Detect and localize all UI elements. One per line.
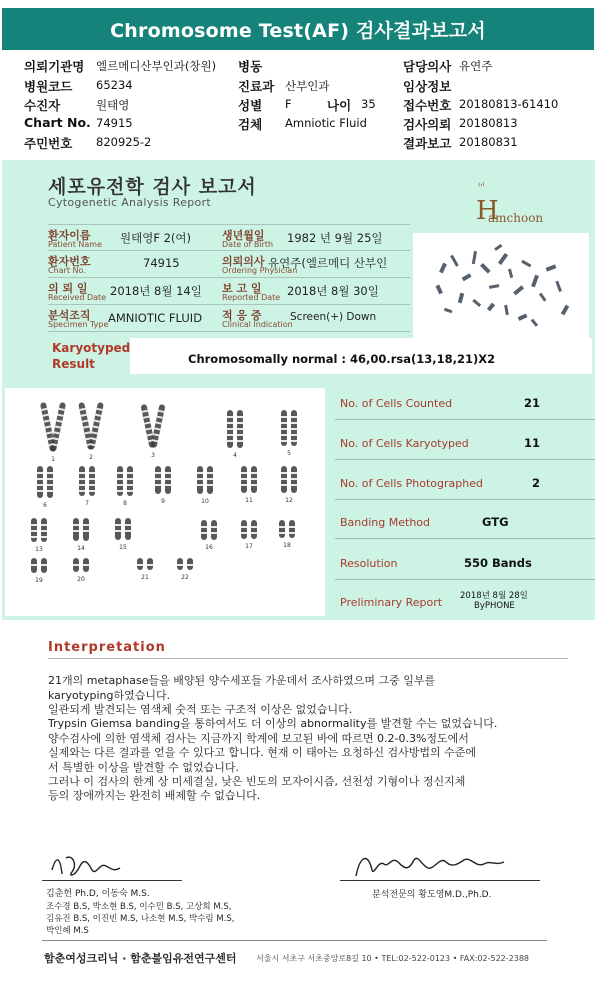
chromosome bbox=[125, 518, 131, 540]
chromosome-band bbox=[227, 416, 233, 418]
chromosome-pair bbox=[241, 520, 257, 539]
stat-value: 2 bbox=[532, 476, 541, 490]
chromosome-pair bbox=[31, 518, 47, 542]
chromosome-pair bbox=[279, 520, 295, 538]
reported-value: 2018년 8월 30일 bbox=[287, 284, 379, 298]
chromosome-band bbox=[197, 484, 203, 486]
karyotyped-label-line2: Result bbox=[52, 357, 95, 371]
chromosome-number: 9 bbox=[161, 498, 165, 505]
metaphase-image bbox=[413, 233, 589, 338]
chromosome-band bbox=[291, 440, 297, 442]
interpretation-line: Trypsin Giemsa banding을 통하여서도 더 이상의 abnormality를 발견할 수는 없었습니다. bbox=[48, 717, 498, 730]
chromosome-number: 19 bbox=[35, 577, 43, 584]
chromosome bbox=[211, 520, 217, 540]
chromosome bbox=[150, 404, 165, 448]
chromosome-number: 4 bbox=[233, 452, 237, 459]
chromosome-band bbox=[227, 434, 233, 436]
signature-left-name: 김춘헌 Ph.D, 이동숙 M.S. bbox=[46, 889, 150, 899]
stat-value-2: ByPHONE bbox=[474, 601, 515, 611]
stat-divider bbox=[335, 579, 595, 580]
footer-divider bbox=[42, 940, 547, 941]
divider bbox=[48, 277, 410, 278]
chromosome-pair bbox=[281, 466, 297, 493]
chromosome-number: 10 bbox=[201, 498, 209, 505]
interpretation-line: 등의 장애까지는 완전히 배제할 수 없습니다. bbox=[48, 789, 261, 802]
interpretation-line: 그러나 이 검사의 한계 상 미세결실, 낮은 빈도의 모자이시즘, 선천성 기형이나 정신지체 bbox=[48, 775, 466, 788]
report-title: Chromosome Test(AF) 검사결과보고서 bbox=[2, 8, 594, 50]
specimen-en-panel: Specimen Type bbox=[48, 320, 109, 329]
stat-value: 550 Bands bbox=[464, 556, 532, 570]
patient-name-label: 환자이름 bbox=[48, 229, 91, 242]
chromosome-band bbox=[155, 484, 161, 486]
chromosome-number: 8 bbox=[123, 500, 127, 507]
dept-label: 진료과 bbox=[238, 79, 275, 94]
stat-label: No. of Cells Karyotyped bbox=[340, 437, 469, 450]
chromosome bbox=[251, 520, 257, 539]
chromosome-band bbox=[79, 478, 85, 480]
chromosome-band bbox=[47, 490, 53, 492]
chromosome-pair bbox=[197, 466, 213, 494]
chromosome-pair bbox=[140, 404, 165, 448]
physician-value: 유연주(엘르메디 산부인 bbox=[268, 256, 388, 270]
chromosome bbox=[201, 520, 207, 540]
reqdate-label: 검사의뢰 bbox=[403, 117, 452, 132]
chromosome-band bbox=[37, 472, 43, 474]
chromosome-pair bbox=[201, 520, 217, 540]
staff-line-3: 박인혜 M.S bbox=[46, 926, 89, 936]
doctor-label: 담당의사 bbox=[403, 59, 452, 74]
interpretation-line: 일관되게 발견되는 염색체 숫적 또는 구조적 이상은 없었습니다. bbox=[48, 703, 353, 716]
chromosome-band bbox=[73, 564, 79, 566]
chromosome-band bbox=[41, 536, 47, 538]
chromosome-band bbox=[47, 478, 53, 480]
chromosome-band bbox=[31, 530, 37, 532]
chromosome-band bbox=[137, 564, 143, 566]
chromosome-band bbox=[197, 478, 203, 480]
chromosome-band bbox=[83, 524, 89, 526]
specimen-label-panel: 분석조직 bbox=[48, 309, 91, 322]
patient-label: 수진자 bbox=[24, 98, 61, 113]
chromosome-band bbox=[289, 526, 295, 528]
chromosome-band bbox=[165, 478, 171, 480]
stat-label: No. of Cells Photographed bbox=[340, 477, 483, 490]
karyotyped-label bbox=[52, 340, 130, 372]
chromosome bbox=[279, 520, 285, 538]
chromosome-number: 14 bbox=[77, 545, 85, 552]
signature-line-right bbox=[340, 880, 540, 881]
chromosome-band bbox=[147, 564, 153, 566]
chromosome-band bbox=[279, 526, 285, 528]
chromosome bbox=[83, 518, 89, 541]
stat-label: Preliminary Report bbox=[340, 596, 443, 609]
chromosome-band bbox=[241, 478, 247, 480]
chromosome-band bbox=[207, 478, 213, 480]
signature-left bbox=[48, 848, 128, 884]
chromosome-band bbox=[291, 422, 297, 424]
chromosome-band bbox=[47, 472, 53, 474]
chromosome-band bbox=[281, 416, 287, 418]
dob-label: 생년월일 bbox=[222, 229, 265, 242]
specimen-value: Amniotic Fluid bbox=[285, 116, 367, 130]
chromosome-number: 18 bbox=[283, 542, 291, 549]
chromosome bbox=[73, 518, 79, 541]
chromosome-band bbox=[237, 422, 243, 424]
chromosome-band bbox=[117, 472, 123, 474]
stat-divider bbox=[335, 419, 595, 420]
chromosome-band bbox=[37, 490, 43, 492]
chromosome-band bbox=[155, 472, 161, 474]
specimen-value-panel: AMNIOTIC FLUID bbox=[108, 311, 203, 325]
stat-value: 11 bbox=[524, 436, 541, 450]
chromosome-band bbox=[281, 422, 287, 424]
chromosome-band bbox=[83, 530, 89, 532]
chromosome-band bbox=[41, 530, 47, 532]
chromosome-band bbox=[291, 478, 297, 480]
chromosome-pair bbox=[40, 402, 66, 452]
interpretation-line: 서 특별한 이상을 발견할 수 없었습니다. bbox=[48, 761, 239, 774]
chromosome-band bbox=[241, 472, 247, 474]
interpretation-line: 21개의 metaphase들을 배양된 양수세포들 가운데서 조사하였으며 그중 일부를 bbox=[48, 674, 436, 687]
dob-en: Date of Birth bbox=[222, 240, 274, 249]
hospcode-label: 병원코드 bbox=[24, 79, 73, 94]
stat-value: 21 bbox=[524, 396, 541, 410]
chromosome-number: 1 bbox=[51, 456, 55, 463]
chromosome-pair bbox=[79, 466, 95, 496]
chromosome-band bbox=[201, 532, 207, 534]
panel-title: 세포유전학 검사 보고서 bbox=[48, 176, 257, 198]
divider bbox=[48, 250, 410, 251]
hospcode-value: 65234 bbox=[96, 78, 133, 92]
chromosome-band bbox=[37, 478, 43, 480]
chart-value: 74915 bbox=[96, 116, 133, 130]
chromosome-band bbox=[241, 484, 247, 486]
chromosome-band bbox=[47, 484, 53, 486]
stat-divider bbox=[335, 499, 595, 500]
chromosome-band bbox=[125, 530, 131, 532]
stat-value: GTG bbox=[482, 515, 509, 529]
chromosome-number: 7 bbox=[85, 500, 89, 507]
chromosome-band bbox=[89, 484, 95, 486]
chromosome bbox=[115, 518, 121, 540]
chromosome-band bbox=[281, 440, 287, 442]
chromosome-band bbox=[251, 526, 257, 528]
chromosome-pair bbox=[37, 466, 53, 498]
chromosome-band bbox=[89, 478, 95, 480]
signature-right-name: 분석전문의 황도영M.D.,Ph.D. bbox=[372, 890, 492, 900]
chromosome-band bbox=[89, 472, 95, 474]
chromosome-band bbox=[165, 484, 171, 486]
chromosome-pair bbox=[31, 558, 47, 573]
interpretation-line: 실제와는 다른 결과를 얻을 수 있다고 합니다. 현재 이 태아는 요청하신 검사방법의 수준에 bbox=[48, 746, 476, 759]
chromosome-band bbox=[187, 564, 193, 566]
chromosome-band bbox=[31, 564, 37, 566]
received-label: 의 뢰 일 bbox=[48, 282, 88, 295]
chromosome-band bbox=[31, 524, 37, 526]
reported-en: Reported Date bbox=[222, 293, 281, 302]
chromosome-band bbox=[207, 472, 213, 474]
chromosome-number: 22 bbox=[181, 574, 189, 581]
stat-divider bbox=[335, 538, 595, 539]
chromosome-band bbox=[207, 484, 213, 486]
karyotype-chart bbox=[5, 388, 325, 616]
stat-value: 2018년 8월 28일 bbox=[460, 591, 528, 601]
chromosome-band bbox=[211, 532, 217, 534]
chromosome-number: 15 bbox=[119, 544, 127, 551]
interpretation-title: Interpretation bbox=[48, 640, 166, 655]
chromosome-band bbox=[115, 530, 121, 532]
chromosome-band bbox=[117, 490, 123, 492]
chromosome-pair bbox=[73, 558, 89, 572]
chromosome-band bbox=[117, 484, 123, 486]
chromosome-pair bbox=[155, 466, 171, 494]
reported-label: 보 고 일 bbox=[222, 282, 262, 295]
patient-value: 원태영 bbox=[96, 98, 130, 112]
chromosome-number: 20 bbox=[77, 576, 85, 583]
chromosome-pair bbox=[281, 410, 297, 446]
divider bbox=[48, 224, 410, 225]
chromosome-band bbox=[83, 564, 89, 566]
karyotype-image bbox=[5, 388, 325, 616]
karyotyped-label-line1: Karyotyped bbox=[52, 341, 131, 355]
signature-line-left bbox=[42, 880, 182, 881]
chromosome-band bbox=[37, 484, 43, 486]
chromosome-pair bbox=[137, 558, 153, 570]
footer-address: 서울시 서초구 서초중앙로8길 10 • TEL:02-522-0123 • FAX:02-522-2388 bbox=[256, 954, 530, 963]
chromosome-band bbox=[279, 532, 285, 534]
chromosome-band bbox=[155, 478, 161, 480]
chromosome-band bbox=[79, 484, 85, 486]
specimen-label: 검체 bbox=[238, 117, 263, 132]
chromosome-band bbox=[291, 472, 297, 474]
chromosome-number: 6 bbox=[43, 502, 47, 509]
chromosome-band bbox=[197, 472, 203, 474]
logo-text: amchoon bbox=[488, 211, 544, 225]
stat-divider bbox=[335, 459, 595, 460]
dob-value: 1982 년 9월 25일 bbox=[287, 231, 383, 245]
chromosome-band bbox=[211, 526, 217, 528]
ward-label: 병동 bbox=[238, 59, 263, 74]
chromosome-band bbox=[281, 434, 287, 436]
chromosome-band bbox=[237, 416, 243, 418]
chromosome-band bbox=[291, 428, 297, 430]
chromosome-number: 16 bbox=[205, 544, 213, 551]
received-en: Received Date bbox=[48, 293, 107, 302]
chromosome-number: 21 bbox=[141, 574, 149, 581]
chromosome-band bbox=[127, 472, 133, 474]
chromosome-band bbox=[237, 428, 243, 430]
logo-letter: H bbox=[476, 196, 499, 226]
chromosome-band bbox=[289, 532, 295, 534]
chromosome-band bbox=[237, 434, 243, 436]
chromosome-band bbox=[79, 472, 85, 474]
logo-icon bbox=[476, 182, 506, 196]
stat-label: No. of Cells Counted bbox=[340, 397, 453, 410]
reqdate-value: 20180813 bbox=[459, 116, 518, 130]
chromosome-pair bbox=[73, 518, 89, 541]
chromosome-band bbox=[41, 564, 47, 566]
chromosome bbox=[241, 520, 247, 539]
chromosome-band bbox=[227, 440, 233, 442]
divider bbox=[48, 331, 410, 332]
chromosome-band bbox=[115, 524, 121, 526]
report-label: 결과보고 bbox=[403, 136, 452, 151]
chromosome-band bbox=[73, 530, 79, 532]
stat-label: Banding Method bbox=[340, 516, 431, 529]
chromosome-band bbox=[251, 484, 257, 486]
divider bbox=[48, 304, 410, 305]
chromosome-number: 11 bbox=[245, 497, 253, 504]
chromosome-band bbox=[281, 472, 287, 474]
chromosome-band bbox=[31, 536, 37, 538]
chart-label-panel: 환자번호 bbox=[48, 255, 91, 268]
staff-line-1: 조수경 B.S, 박소현 B.S, 이수민 B.S, 고상희 M.S, bbox=[46, 902, 232, 912]
chromosome-band bbox=[241, 526, 247, 528]
karyotype-result: Chromosomally normal : 46,00.rsa(13,18,21)X2 bbox=[188, 352, 496, 366]
chromosome-band bbox=[281, 428, 287, 430]
chromosome-band bbox=[227, 422, 233, 424]
chromosome-band bbox=[281, 484, 287, 486]
chromosome bbox=[289, 520, 295, 538]
physician-label: 의뢰의사 bbox=[222, 255, 265, 268]
chromosome-band bbox=[251, 472, 257, 474]
sex-label: 성별 bbox=[238, 98, 263, 113]
divider bbox=[48, 658, 568, 659]
chromosome-band bbox=[89, 490, 95, 492]
chromosome-band bbox=[251, 532, 257, 534]
received-value: 2018년 8월 14일 bbox=[110, 284, 202, 298]
chromosome-number: 2 bbox=[89, 454, 93, 461]
staff-line-2: 김유진 B.S, 이진빈 M.S, 나소현 M.S, 박수림 M.S, bbox=[46, 914, 235, 924]
chromosome-band bbox=[291, 434, 297, 436]
chromosome-number: 3 bbox=[151, 452, 155, 459]
sex-value: F bbox=[285, 97, 292, 111]
interpretation-line: 양수검사에 의한 염색체 검사는 지금까지 학계에 보고된 바에 따르면 0.2-0.3%정도에서 bbox=[48, 732, 469, 745]
hospital-label: 의뢰기관명 bbox=[24, 59, 85, 74]
chromosome-number: 17 bbox=[245, 543, 253, 550]
age-value: 35 bbox=[361, 97, 376, 111]
chromosome-band bbox=[281, 478, 287, 480]
dept-value: 산부인과 bbox=[285, 79, 330, 93]
chromosome-number: 12 bbox=[285, 497, 293, 504]
chromosome-pair bbox=[177, 558, 193, 570]
chromosome-band bbox=[291, 484, 297, 486]
indication-label: 적 응 증 bbox=[222, 309, 262, 322]
chromosome-pair bbox=[241, 466, 257, 493]
age-label: 나이 bbox=[327, 98, 352, 113]
chromosome-band bbox=[177, 564, 183, 566]
chromosome bbox=[37, 466, 43, 498]
chart-en-panel: Chart No. bbox=[48, 266, 86, 275]
doctor-value: 유연주 bbox=[459, 59, 493, 73]
chromosome-band bbox=[227, 428, 233, 430]
receipt-value: 20180813-61410 bbox=[459, 97, 559, 111]
chromosome-pair bbox=[227, 410, 243, 448]
chromosome-band bbox=[127, 490, 133, 492]
rrn-value: 820925-2 bbox=[96, 135, 152, 149]
clinical-label: 임상정보 bbox=[403, 79, 452, 94]
chromosome-pair bbox=[117, 466, 133, 496]
chromosome-band bbox=[41, 524, 47, 526]
chromosome bbox=[47, 466, 53, 498]
chromosome-band bbox=[79, 490, 85, 492]
physician-en: Ordering Physician bbox=[222, 266, 298, 275]
chart-value-panel: 74915 bbox=[143, 256, 180, 270]
chromosome-band bbox=[237, 440, 243, 442]
chromosome-band bbox=[127, 478, 133, 480]
patient-name-value: 원태영F 2(여) bbox=[120, 231, 191, 245]
chromosome-band bbox=[241, 532, 247, 534]
chromosome-band bbox=[251, 478, 257, 480]
chromosome-pair bbox=[78, 402, 104, 450]
report-value: 20180831 bbox=[459, 135, 518, 149]
chromosome-band bbox=[291, 416, 297, 418]
chromosome-band bbox=[165, 472, 171, 474]
chart-label: Chart No. bbox=[24, 115, 91, 130]
chromosome-pair bbox=[115, 518, 131, 540]
indication-value: Screen(+) Down bbox=[290, 311, 377, 323]
chromosome-number: 13 bbox=[35, 546, 43, 553]
chromosome-band bbox=[127, 484, 133, 486]
panel-subtitle: Cytogenetic Analysis Report bbox=[48, 196, 212, 209]
receipt-label: 접수번호 bbox=[403, 98, 452, 113]
indication-en: Clinical Indication bbox=[222, 320, 293, 329]
chromosome-band bbox=[73, 524, 79, 526]
chromosome-band bbox=[201, 526, 207, 528]
hospital-value: 엘르메디산부인과(창원) bbox=[96, 59, 217, 73]
rrn-label: 주민번호 bbox=[24, 136, 73, 151]
stat-label: Resolution bbox=[340, 557, 398, 570]
footer-institution: 함춘여성크리닉 · 함춘불임유전연구센터 bbox=[44, 952, 237, 965]
interpretation-line: karyotyping하였습니다. bbox=[48, 689, 171, 702]
patient-name-en: Patient Name bbox=[48, 240, 102, 249]
chromosome-band bbox=[125, 524, 131, 526]
chromosome-number: 5 bbox=[287, 450, 291, 457]
chromosome-band bbox=[117, 478, 123, 480]
